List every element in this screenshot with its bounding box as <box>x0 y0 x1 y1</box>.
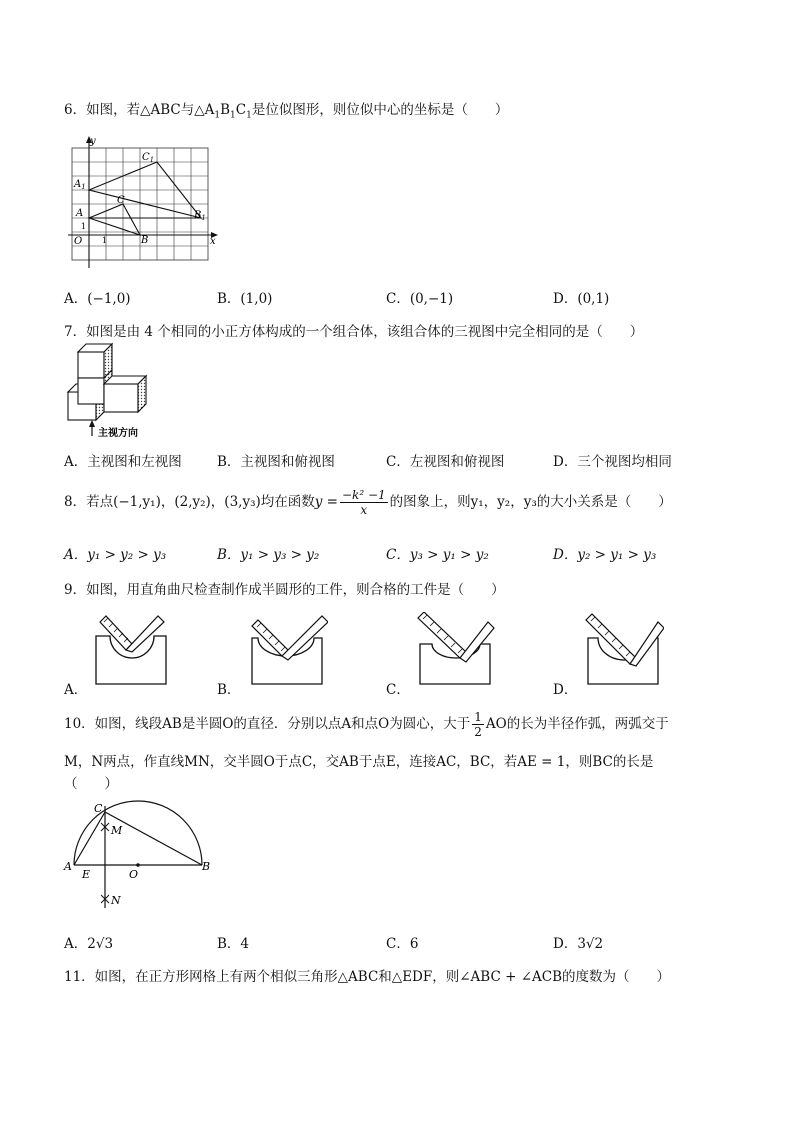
q6-tick-1y: 1 <box>81 222 87 231</box>
q7-stem: 7．如图是由 4 个相同的小正方体构成的一个组合体，该组合体的三视图中完全相同的是（ ） <box>64 324 644 340</box>
q6-label-B1: $B_1$ <box>194 210 206 222</box>
q7-option-a[interactable]: A．主视图和左视图 <box>64 454 182 470</box>
q6-option-a[interactable]: A．(−1,0) <box>64 291 131 307</box>
q6-grid-figure <box>62 130 222 275</box>
q9-option-a[interactable]: A． <box>64 682 88 698</box>
q9-option-b[interactable]: B． <box>217 682 241 698</box>
q9-option-c[interactable]: C． <box>386 682 410 698</box>
q6-label-C: C <box>117 195 125 206</box>
q8-option-d[interactable]: D．y₂ > y₁ > y₃ <box>553 547 657 563</box>
q10-label-C: C <box>94 802 103 815</box>
q6-label-A1: $A_1$ <box>74 179 86 191</box>
q10-label-B: B <box>202 860 211 873</box>
q10-option-b[interactable]: B．4 <box>217 936 250 952</box>
q10-label-O: O <box>129 868 139 881</box>
q9-stem: 9．如图，用直角曲尺检查制作成半圆形的工件，则合格的工件是（ ） <box>64 582 505 598</box>
q10-option-d[interactable]: D．3√2 <box>553 936 604 952</box>
q6-stem: 6．如图，若△ABC与$\triangle A_1B_1C_1$是位似图形，则位似中心的坐标是（ ） <box>64 102 509 121</box>
q9-figure-a <box>92 612 172 688</box>
q6-label-B: B <box>141 235 149 246</box>
q10-stem-line1: 10．如图，线段AB是半圆O的直径．分别以点A和点O为圆心，大于 $\frac{1}{2}$ AO的长为半径作弧，两弧交于 <box>64 710 669 739</box>
q10-label-M: M <box>111 824 123 837</box>
q10-label-E: E <box>82 868 91 881</box>
q8-option-b[interactable]: B．y₁ > y₃ > y₂ <box>217 547 320 563</box>
q6-option-c[interactable]: C．(0,−1) <box>386 291 454 307</box>
q10-stem-line3: （ ） <box>64 776 118 792</box>
q11-stem: 11．如图，在正方形网格上有两个相似三角形△ABC和△EDF，则∠ABC + ∠ACB的度数为（ ） <box>64 969 671 985</box>
q9-figure-b <box>248 612 328 688</box>
q8-option-a[interactable]: A．y₁ > y₂ > y₃ <box>64 547 167 563</box>
q10-semicircle-figure <box>62 798 212 914</box>
q10-label-A: A <box>64 860 72 873</box>
q10-label-N: N <box>111 894 121 907</box>
q8-option-c[interactable]: C．y₃ > y₁ > y₂ <box>386 547 489 563</box>
q7-caption: 主视方向 <box>98 428 138 439</box>
q6-label-C1: $C_1$ <box>142 152 155 164</box>
q6-tick-1: 1 <box>102 236 108 245</box>
q6-axis-x: x <box>210 236 216 247</box>
q9-figure-c <box>416 612 496 688</box>
q10-stem-line2: M，N两点，作直线MN，交半圆O于点C，交AB于点E，连接AC，BC，若AE = 1，则BC的长是 <box>64 754 654 770</box>
q10-option-a[interactable]: A．2√3 <box>64 936 114 952</box>
q7-cubes-figure <box>62 340 162 440</box>
q6-axis-y: y <box>90 136 96 147</box>
q7-option-c[interactable]: C．左视图和俯视图 <box>386 454 505 470</box>
q9-figure-d <box>584 612 664 688</box>
q9-option-d[interactable]: D． <box>553 682 578 698</box>
q7-option-b[interactable]: B．主视图和俯视图 <box>217 454 335 470</box>
q6-origin: O <box>74 236 83 247</box>
q10-option-c[interactable]: C．6 <box>386 936 419 952</box>
q6-label-A: A <box>76 208 84 219</box>
q6-option-b[interactable]: B．(1,0) <box>217 291 273 307</box>
q6-option-d[interactable]: D．(0,1) <box>553 291 610 307</box>
q7-option-d[interactable]: D．三个视图均相同 <box>553 454 672 470</box>
q8-stem: 8．若点(−1,y₁)，(2,y₂)，(3,y₃)均在函数y = $\frac{\text{−k² −1}}{x}$ 的图象上，则y₁，y₂，y₃的大小关系是（ ） <box>64 488 672 517</box>
